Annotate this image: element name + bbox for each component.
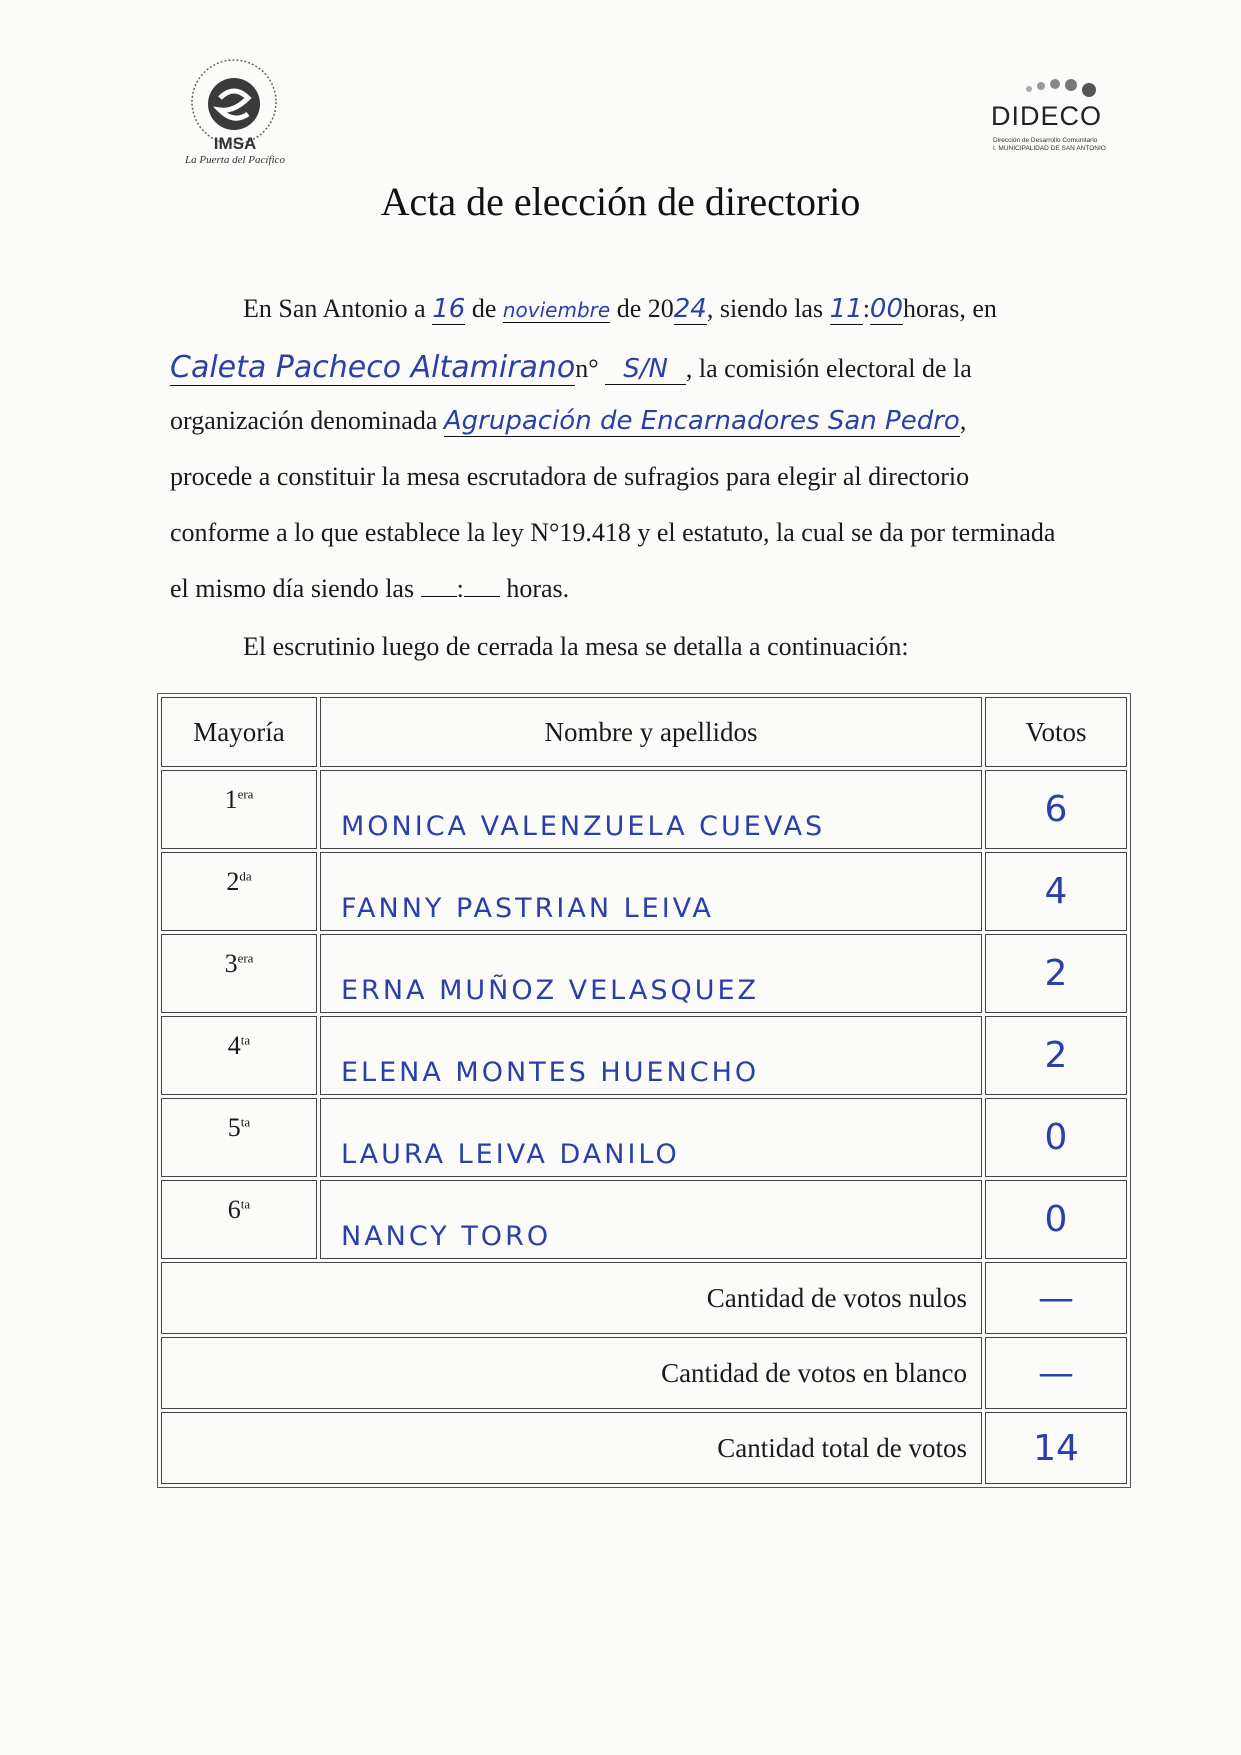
table-row — [161, 1180, 1127, 1259]
imsa-tagline: La Puerta del Pacífico — [185, 154, 285, 166]
total-votes-value: 14 — [985, 1412, 1127, 1484]
vote-count: 0 — [985, 1180, 1127, 1259]
vote-count: 4 — [985, 852, 1127, 931]
candidate-name: NANCY TORO — [320, 1180, 982, 1259]
rank-cell — [161, 852, 317, 931]
intro-line-6: el mismo día siendo las : horas. — [170, 574, 570, 603]
null-votes-value: — — [985, 1262, 1127, 1334]
intro-text: organización denominada — [170, 406, 438, 435]
intro-text: , siendo las — [706, 294, 824, 323]
results-table — [157, 693, 1131, 1488]
dideco-logo — [985, 75, 1115, 155]
table-row — [161, 934, 1127, 1013]
organization-field: Agrupación de Encarnadores San Pedro — [443, 406, 960, 436]
blank-votes-row — [161, 1337, 1127, 1409]
rank-number: 1 — [224, 785, 238, 814]
municipality-seal-icon — [190, 58, 278, 146]
rank-cell — [161, 770, 317, 849]
page-title: Acta de elección de directorio — [380, 179, 861, 224]
candidate-name: MONICA VALENZUELA CUEVAS — [320, 770, 982, 849]
intro-line-1 — [243, 294, 1193, 324]
vote-count: 2 — [985, 934, 1127, 1013]
rank-suffix: ta — [240, 1114, 251, 1130]
total-votes-row — [161, 1412, 1127, 1484]
blank-votes-value: — — [985, 1337, 1127, 1409]
dideco-dots-icon — [1015, 75, 1105, 101]
rank-suffix: ta — [240, 1196, 251, 1212]
rank-suffix: era — [237, 786, 254, 802]
header-votos: Votos — [985, 697, 1127, 767]
total-votes-label: Cantidad total de votos — [161, 1412, 982, 1484]
table-row — [161, 852, 1127, 931]
intro-line-7: El escrutinio luego de cerrada la mesa se detalla a continuación: — [243, 632, 909, 661]
intro-text: En San Antonio a — [243, 294, 426, 323]
null-votes-label: Cantidad de votos nulos — [161, 1262, 982, 1334]
vote-count: 0 — [985, 1098, 1127, 1177]
rank-suffix: ta — [240, 1032, 251, 1048]
rank-cell — [161, 934, 317, 1013]
candidate-name: ELENA MONTES HUENCHO — [320, 1016, 982, 1095]
end-hour-blank — [421, 596, 457, 597]
dideco-subtitle-2: I. MUNICIPALIDAD DE SAN ANTONIO — [993, 145, 1106, 152]
intro-line-5: conforme a lo que establece la ley N°19.418 y el estatuto, la cual se da por terminada — [170, 518, 1056, 547]
candidate-name: FANNY PASTRIAN LEIVA — [320, 852, 982, 931]
table-header-row — [161, 697, 1127, 767]
rank-number: 6 — [227, 1195, 241, 1224]
end-minutes-blank — [464, 596, 500, 597]
intro-line-3 — [170, 406, 1120, 436]
rank-number: 4 — [227, 1031, 241, 1060]
intro-text: horas. — [506, 574, 570, 603]
table-row — [161, 1098, 1127, 1177]
intro-line-4: procede a constituir la mesa escrutadora de sufragios para elegir al directorio — [170, 462, 970, 491]
place-field: Caleta Pacheco Altamirano — [170, 350, 576, 385]
intro-text: de 20 — [616, 294, 674, 323]
table-row — [161, 1016, 1127, 1095]
candidate-name: ERNA MUÑOZ VELASQUEZ — [320, 934, 982, 1013]
intro-text: horas, en — [903, 294, 997, 323]
minutes-field: 00 — [869, 294, 904, 324]
year-field: 24 — [673, 294, 707, 324]
hour-field: 11 — [829, 294, 863, 324]
intro-line-2 — [170, 350, 1120, 385]
intro-text: , — [959, 406, 967, 435]
dideco-subtitle-1: Dirección de Desarrollo Comunitario — [993, 137, 1098, 144]
blank-votes-label: Cantidad de votos en blanco — [161, 1337, 982, 1409]
intro-text: , la comisión electoral de la — [685, 354, 972, 383]
imsa-logo — [160, 58, 300, 168]
rank-number: 3 — [224, 949, 238, 978]
header-mayoria: Mayoría — [161, 697, 317, 767]
vote-count: 2 — [985, 1016, 1127, 1095]
rank-number: 5 — [227, 1113, 241, 1142]
intro-text: el mismo día siendo las — [170, 574, 415, 603]
header-nombre: Nombre y apellidos — [320, 697, 982, 767]
number-field: S/N — [605, 354, 686, 385]
month-field: noviembre — [502, 298, 611, 322]
intro-text: de — [471, 294, 497, 323]
time-colon: : — [862, 294, 870, 323]
rank-suffix: era — [237, 950, 254, 966]
null-votes-row — [161, 1262, 1127, 1334]
rank-cell — [161, 1016, 317, 1095]
table-row — [161, 770, 1127, 849]
rank-cell — [161, 1180, 317, 1259]
rank-suffix: da — [239, 868, 252, 884]
day-field: 16 — [432, 294, 466, 324]
imsa-name: IMSA — [213, 134, 257, 153]
candidate-name: LAURA LEIVA DANILO — [320, 1098, 982, 1177]
vote-count: 6 — [985, 770, 1127, 849]
intro-text: n° — [575, 354, 599, 383]
rank-cell — [161, 1098, 317, 1177]
rank-number: 2 — [226, 867, 240, 896]
dideco-name: DIDECO — [991, 101, 1103, 131]
